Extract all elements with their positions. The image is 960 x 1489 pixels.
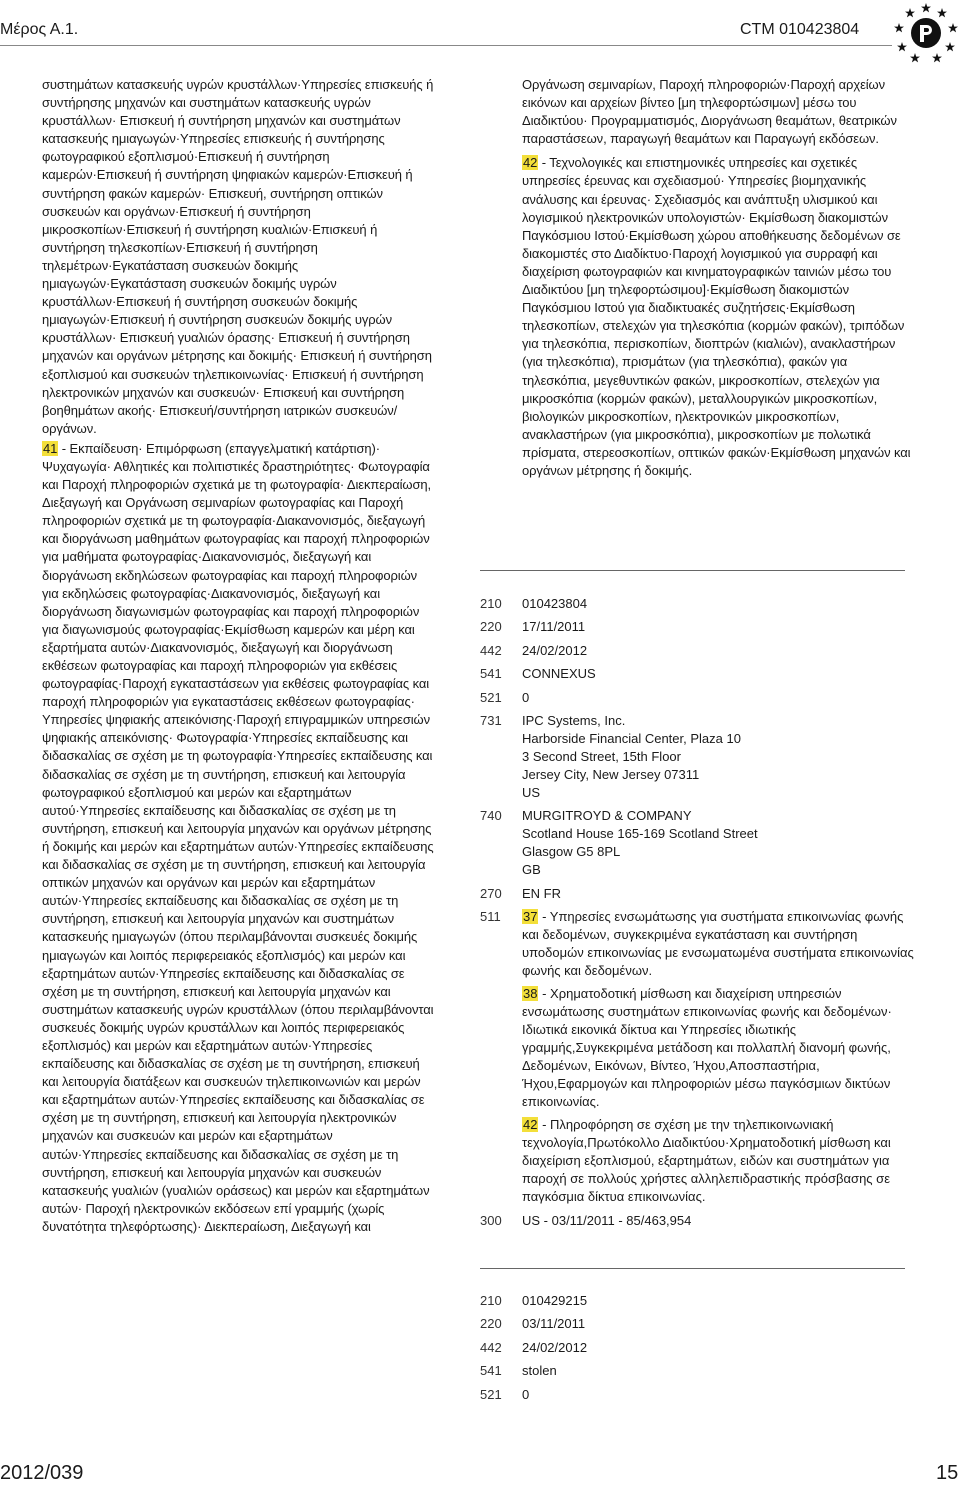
record-1	[480, 595, 920, 1235]
record-separator	[480, 1268, 905, 1269]
goods-and-services	[522, 908, 920, 1206]
languages: EN FR	[522, 885, 561, 901]
class-number-badge: 38	[523, 986, 538, 1002]
header-ctm-number: CTM 010423804	[740, 21, 860, 38]
class-42-paragraph	[522, 154, 916, 480]
application-number: 010423804	[522, 596, 588, 611]
mark-text: CONNEXUS	[522, 666, 596, 682]
class-number-badge: 42	[523, 1117, 538, 1133]
field-270: 270 EN FR	[480, 885, 920, 903]
field-521: 521 0	[480, 689, 920, 707]
representative-address: MURGITROYD & COMPANY Scotland House 165-169 Scotland Street Glasgow G5 8PL GB	[522, 808, 758, 878]
field-541: 541 CONNEXUS	[480, 665, 920, 683]
publication-date: 24/02/2012	[522, 642, 588, 658]
field-210: 210 010429215	[480, 1292, 920, 1310]
class-38-paragraph: 38 - Χρηματοδοτική μίσθωση και διαχείριση υπηρεσιών ενσωμάτωσης συστημάτων επικοινωνίας φωνής και δεδομένων· Ιδιωτικά εικονικά δίκτυα και Υπηρεσίες ιδιωτικής γραμμής,Συγκεκριμένα μετάδοση και πολλαπλή διανομή φωνής, Δεδομένων, Εικόνων, Βίντεο, Ήχου,Αποσπαστήρια, Ήχου,Εφαρμογών και πληροφοριών μέσω παγκόσμιων δικτύων επικοινωνίας.	[522, 986, 892, 1110]
class-number-badge: 42	[523, 155, 538, 171]
class-number-badge: 41	[43, 440, 58, 456]
field-521-value: 0	[522, 689, 530, 705]
field-220: 220 17/11/2011	[480, 618, 920, 636]
field-731: 731 IPC Systems, Inc. Harborside Financial Center, Plaza 10 3 Second Street, 15th Floor Jersey City, New Jersey 07311 US	[480, 712, 920, 802]
record-2	[480, 1292, 920, 1409]
application-number: 010429215	[522, 1293, 588, 1308]
class-37-paragraph: 37 - Υπηρεσίες ενσωμάτωσης για συστήματα επικοινωνίας φωνής και δεδομένων, συγκεκριμένα εγκατάσταση και συντήρηση υποδομών επικοινωνίας με ενσωματωμένα συστήματα επικοινωνίας φωνής και δεδομένων.	[522, 909, 914, 979]
bulletin-issue: 2012/039	[0, 1462, 84, 1484]
publication-date: 24/02/2012	[522, 1339, 588, 1355]
filing-date: 17/11/2011	[522, 619, 586, 635]
field-521: 521 0	[480, 1386, 920, 1404]
class-40-continuation: συστημάτων κατασκευής υγρών κρυστάλλων·Υπηρεσίες επισκευής ή συντήρησης μηχανών και συστημάτων κατασκευής υγρών κρυστάλλων· Επισκευή ή συντήρηση μηχανών και συστημάτων κατασκευής ημιαγωγών·Υπηρεσίες επισκευής ή συντήρησης φωτογραφικού εξοπλισμού·Επισκευή ή συντήρηση καμερών·Επισκευή ή συντήρηση ψηφιακών καμερών·Επισκευή ή συντήρηση φακών καμερών· Επισκευή, συντήρηση οπτικών συσκευών και οργάνων·Επισκευή ή συντήρηση μικροσκοπίων·Επισκευή ή συντήρηση κυαλιών·Επισκευή ή συντήρηση τηλεσκοπίων·Επισκευή ή συντήρηση τηλεμέτρων·Εγκατάσταση συσκευών δοκιμής ημιαγωγών·Εγκατάσταση συσκευών δοκιμής υγρών κρυστάλλων·Επισκευή ή συντήρηση συσκευών δοκιμής ημιαγωγών·Επισκευή ή συντήρηση συσκευών δοκιμής υγρών κρυστάλλων· Επισκευή γυαλιών όρασης· Επισκευή ή συντήρηση μηχανών και οργάνων μέτρησης και δοκιμής· Επισκευή ή συντήρηση εξοπλισμού και συσκευών τηλεπικοινωνίας· Επισκευή ή συντήρηση ηλεκτρονικών μηχανών και συσκευών· Επισκευή και συντήρηση βοηθημάτων ακοής· Επισκευή/συντήρηση ιατρικών συσκευών/οργάνων.	[42, 77, 434, 436]
page-number: 15	[936, 1462, 959, 1484]
priority: US - 03/11/2011 - 85/463,954	[522, 1212, 692, 1228]
field-210: 210 010423804	[480, 595, 920, 613]
field-740: 740 MURGITROYD & COMPANY Scotland House 165-169 Scotland Street Glasgow G5 8PL GB	[480, 807, 920, 879]
field-220: 220 03/11/2011	[480, 1315, 920, 1333]
header-part: Μέρος Α.1.	[0, 21, 79, 38]
field-300: 300 US - 03/11/2011 - 85/463,954	[480, 1212, 920, 1230]
mark-text: stolen	[522, 1363, 557, 1379]
ohim-logo	[892, 0, 960, 66]
header-rule	[0, 45, 900, 46]
field-511: 511 37 - Υπηρεσίες ενσωμάτωσης για συστήματα επικοινωνίας φωνής και δεδομένων, συγκεκριμένα εγκατάσταση και συντήρηση υποδομών επικοινωνίας με ενσωματωμένα συστήματα επικοινωνίας φωνής και δεδομένων. 38 - Χρηματοδοτική μίσθωση και διαχείριση υπηρεσιών ενσωμάτωσης συστημάτων επικοινωνίας φωνής και δεδομένων· Ιδιωτικά εικονικά δίκτυα και Υπηρεσίες ιδιωτικής γραμμής,Συγκεκριμένα μετάδοση και πολλαπλή διανομή φωνής, Δεδομένων, Εικόνων, Βίντεο, Ήχου,Αποσπαστήρια, Ήχου,Εφαρμογών και πληροφοριών μέσω παγκόσμιων δικτύων επικοινωνίας. 42 - Πληροφόρηση σε σχέση με την τηλεπικοινωνιακή τεχνολογία,Πρωτόκολλο Διαδικτύου·Χρηματοδοτική μίσθωση και διαχείριση εξοπλισμού, εξαρτημάτων, ειδών και συστημάτων για παροχή σε πολλούς χρήστες αλληλεπιδραστικής πρόσβασης σε παγκόσμια δίκτυα επικοινωνίας.	[480, 908, 920, 1206]
class-41-text: - Εκπαίδευση· Επιμόρφωση (επαγγελματική κατάρτιση)· Ψυχαγωγία· Αθλητικές και πολιτιστικές δραστηριότητες· Φωτογραφία και Παροχή πληροφοριών σχετικά με τη φωτογραφία· Διεκπεραίωση, Διεξαγωγή και Οργάνωση σεμιναρίων φωτογραφίας και Παροχή πληροφοριών σχετικά με τη φωτογραφία·Διακανονισμός, διεξαγωγή και διοργάνωση μαθημάτων φωτογραφίας και παροχή πληροφοριών για μαθήματα φωτογραφίας·Διακανονισμός, διεξαγωγή και διοργάνωση εκδηλώσεων φωτογραφίας και παροχή πληροφοριών για εκδηλώσεις φωτογραφίας·Διακανονισμός, διεξαγωγή και διοργάνωση διαγωνισμών φωτογραφίας και παροχή πληροφοριών για διαγωνισμούς φωτογραφίας·Εκμίσθωση καμερών και μέρη και εξαρτήματα αυτών·Διακανονισμός, διεξαγωγή και διοργάνωση εκθέσεων φωτογραφίας και παροχή πληροφοριών για εκθέσεις φωτογραφίας·Παροχή εγκαταστάσεων για εκθέσεις φωτογραφίας και παροχή πληροφοριών για εγκαταστάσεις εκθέσεων φωτογραφίας· Υπηρεσίες ψηφιακής απεικόνισης·Παροχή επιγραμμικών υπηρεσιών ψηφιακής απεικόνισης· Φωτογραφία·Υπηρεσίες εκπαίδευσης και διδασκαλίας σε σχέση με τη φωτογραφία·Υπηρεσίες εκπαίδευσης και διδασκαλίας σε σχέση με τη συντήρηση, επισκευή και λειτουργία φωτογραφικού εξοπλισμού και μερών και εξαρτημάτων αυτού·Υπηρεσίες εκπαίδευσης και διδασκαλίας σε σχέση με τη συντήρηση, επισκευή και λειτουργία μηχανών και οργάνων μέτρησης ή δοκιμής και μερών και εξαρτημάτων αυτών·Υπηρεσίες εκπαίδευσης και διδασκαλίας σε σχέση με τη συντήρηση, επισκευή και λειτουργία οπτικών μηχανών και οργάνων και μερών και εξαρτημάτων αυτών·Υπηρεσίες εκπαίδευσης και διδασκαλίας σε σχέση με τη συντήρηση, επισκευή και λειτουργία μηχανών και συστημάτων κατασκευής ημιαγωγών (όπου περιλαμβάνονται συσκευές δοκιμής ημιαγωγών και λοιπός περιφερειακός εξοπλισμός) και μερών και εξαρτημάτων αυτών·Υπηρεσίες εκπαίδευσης και διδασκαλίας σε σχέση με τη συντήρηση, επισκευή και λειτουργία μηχανών και συστημάτων κατασκευής υγρών κρυστάλλων (όπου περιλαμβάνονται συσκευές δοκιμής υγρών κρυστάλλων και λοιπός περιφερειακός εξοπλισμός) και μερών και εξαρτημάτων αυτών·Υπηρεσίες εκπαίδευσης και διδασκαλίας σε σχέση με τη συντήρηση, επισκευή και λειτουργία διατάξεων και συσκευών τηλεπικοινωνιών και μερών και εξαρτημάτων αυτών·Υπηρεσίες εκπαίδευσης και διδασκαλίας σε σχέση με τη συντήρηση, επισκευή και λειτουργία ηλεκτρονικών μηχανών και συσκευών και μερών και εξαρτημάτων αυτών·Υπηρεσίες εκπαίδευσης και διδασκαλίας σε σχέση με τη συντήρηση, επισκευή και λειτουργία μηχανών και συσκευών κατασκευής γυαλιών (γυαλιών οράσεως) και μερών και εξαρτημάτων αυτών· Παροχή ηλεκτρονικών εκδόσεων επί γραμμής (χωρίς δυνατότητα τηλεφόρτωσης)· Διεκπεραίωση, Διεξαγωγή και	[42, 440, 434, 1234]
class-41-continuation: Οργάνωση σεμιναρίων, Παροχή πληροφοριών·Παροχή αρχείων εικόνων και αρχείων βίντεο [μη τηλεφορτώσιμων] μέσω του Διαδικτύου· Προγραμματισμός, Διοργάνωση θεαμάτων, θεατρικών παραστάσεων, παραγωγή θεαμάτων και Παραγωγή εκδόσεων.	[522, 77, 897, 147]
field-442: 442 24/02/2012	[480, 642, 920, 660]
applicant-address: IPC Systems, Inc. Harborside Financial Center, Plaza 10 3 Second Street, 15th Floor Jersey City, New Jersey 07311 US	[522, 712, 741, 800]
field-541: 541 stolen	[480, 1362, 920, 1380]
class-41-paragraph	[42, 440, 434, 1236]
class-42-text: - Τεχνολογικές και επιστημονικές υπηρεσίες και σχετικές υπηρεσίες έρευνας και σχεδιασμού· Υπηρεσίες βιομηχανικής ανάλυσης και έρευνας· Σχεδιασμός και ανάπτυξη υλισμικού και λογισμικού ηλεκτρονικών υπολογιστών· Εκμίσθωση διακομιστών Παγκόσμιου Ιστού·Εκμίσθωση χώρου αποθήκευσης δεδομένων σε διακομιστές στο Διαδίκτυο·Παροχή λογισμικού για συρραφή και διαχείριση φωτογραφιών και κινηματογραφικών ταινιών μέσω του Διαδικτύου [μη τηλεφορτώσιμου]·Εκμίσθωση διακομιστών Παγκόσμιου Ιστού για διαδικτυακές συζητήσεις·Εκμίσθωση τηλεσκοπίων, στελεχών για τηλεσκόπια (κορμών φακών), τριπόδων για τηλεσκόπια, περισκοπίων, διοπτρών (κιαλιών), ανακλαστήρων (για τηλεσκόπια), πρισμάτων (για τηλεσκόπια), φακών για τηλεσκόπια, μεγεθυντικών φακών, μικροσκοπίων, στελεχών για μικροσκόπια (κορμών φακών), μεταλλουργικών μικροσκοπίων, βιολογικών μικροσκοπίων, ηλεκτρονικών μικροσκοπίων, ανακλαστήρων (για μικροσκόπια), μικροσκοπίων με πολωτικά πρίσματα, στερεοσκοπίων, οπτικών φακών·Εκμίσθωση μηχανών και οργάνων μέτρησης ή δοκιμής.	[522, 155, 911, 478]
right-column-text	[522, 76, 916, 480]
class-number-badge: 37	[523, 909, 538, 925]
left-column-text	[42, 76, 434, 1236]
field-442: 442 24/02/2012	[480, 1339, 920, 1357]
record-separator	[480, 570, 905, 571]
field-521-value: 0	[522, 1386, 530, 1402]
class-42-paragraph: 42 - Πληροφόρηση σε σχέση με την τηλεπικοινωνιακή τεχνολογία,Πρωτόκολλο Διαδικτύου·Χρηματοδοτική μίσθωση και διαχείριση εξοπλισμού, εξαρτημάτων, ειδών και συστημάτων για παροχή σε πολλούς χρήστες αλληλεπιδραστικής πρόσβασης σε παγκόσμια δίκτυα επικοινωνίας.	[522, 1117, 891, 1205]
filing-date: 03/11/2011	[522, 1316, 586, 1332]
